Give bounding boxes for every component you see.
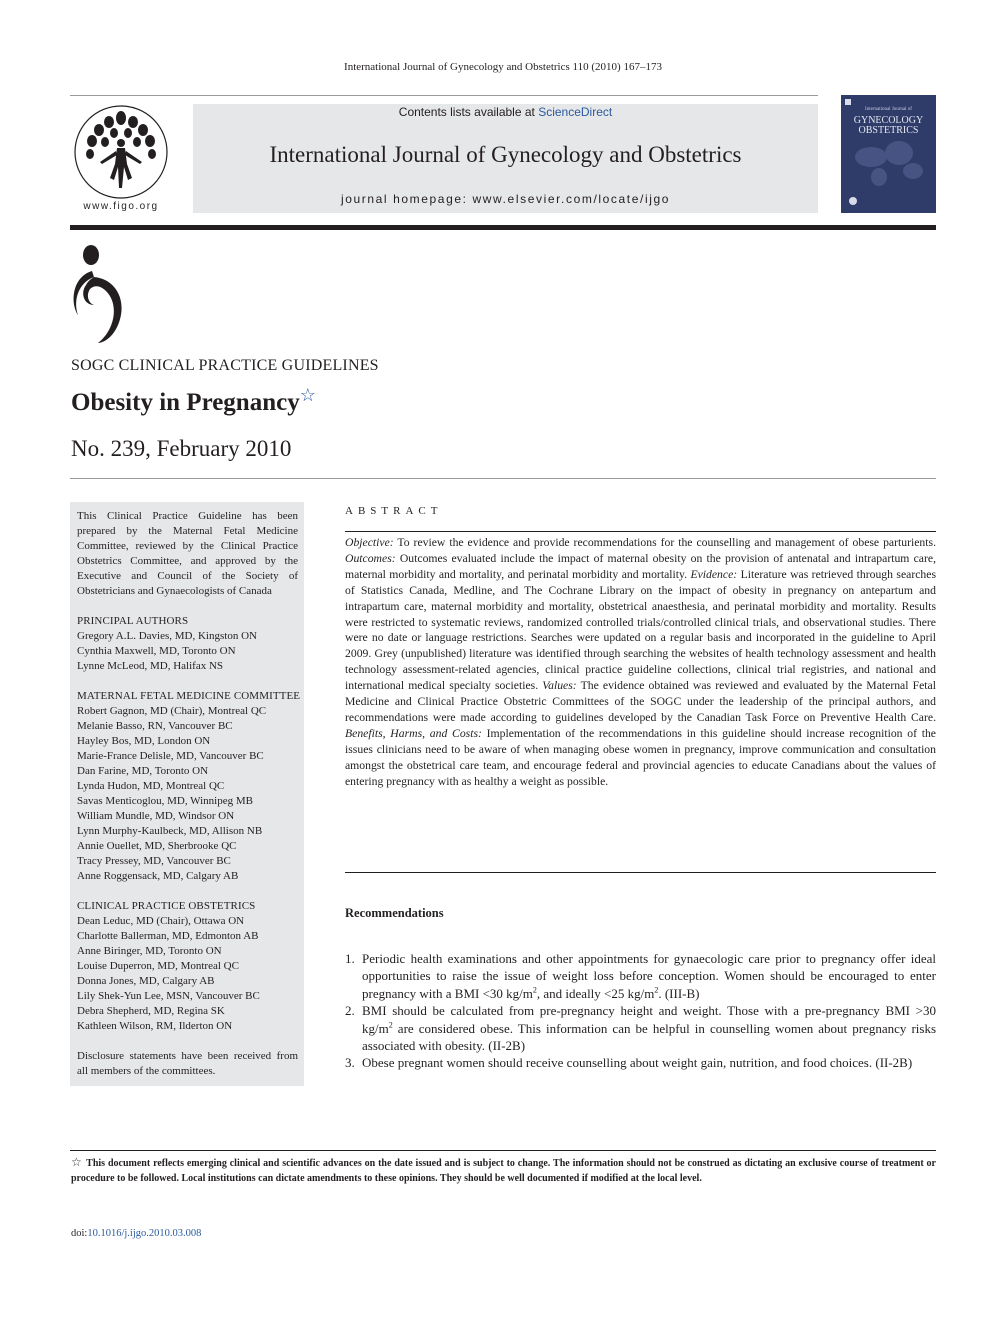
mfm-committee (77, 689, 301, 884)
committee-member: Savas Menticoglou, MD, Winnipeg MB (77, 795, 253, 807)
committee-member: Donna Jones, MD, Calgary AB (77, 975, 215, 987)
recommendation-text (362, 950, 936, 1002)
cpo-committee-heading: CLINICAL PRACTICE OBSTETRICS (77, 900, 256, 912)
abstract-label: ABSTRACT (345, 505, 443, 517)
committee-member: William Mundle, MD, Windsor ON (77, 810, 235, 822)
recommendation-text-part: Periodic health examinations and other appointments for gynaecologic care prior to pregnancy offer ideal opportunities to raise the issue of weight loss before conception. Women should be encouraged to enter pregnancy with a BMI <30 kg/m (362, 951, 936, 1001)
recommendation-item (345, 1054, 936, 1071)
article-issue: No. 239, February 2010 (71, 436, 292, 461)
committee-member: Charlotte Ballerman, MD, Edmonton AB (77, 930, 259, 942)
committee-member: Debra Shepherd, MD, Regina SK (77, 1005, 225, 1017)
footnote-text: This document reflects emerging clinical and scientific advances on the date issued and is subject to change. The information should not be construed as dictating an exclusive course of treatment or procedure to be followed. Local institutions can dictate amendments to these opinions. They should be well documented if modified at the local level. (71, 1158, 936, 1184)
title-footnote-mark[interactable]: ☆ (299, 385, 316, 405)
recommendation-text-part: . (III-B) (658, 985, 700, 1001)
committee-member: Lynda Hudon, MD, Montreal QC (77, 780, 225, 792)
committee-member: Anne Biringer, MD, Toronto ON (77, 945, 222, 957)
recommendation-text: Obese pregnant women should receive counselling about weight gain, nutrition, and food choices. (II-2B) (362, 1055, 913, 1071)
sidebar-content (77, 509, 301, 1094)
figo-logo (70, 104, 172, 216)
recommendation-number: 2. (345, 1003, 355, 1019)
doi-line (71, 1228, 201, 1239)
evidence-label: Evidence: (690, 567, 738, 581)
values-label: Values: (542, 679, 577, 693)
cover-title-main: GYNECOLOGY OBSTETRICS (853, 115, 924, 136)
doi-link[interactable]: 10.1016/j.ijgo.2010.03.008 (87, 1228, 202, 1239)
superscript: 2 (654, 985, 659, 995)
header-thick-rule (70, 225, 936, 230)
committee-member: Dean Leduc, MD (Chair), Ottawa ON (77, 915, 245, 927)
figo-url[interactable]: www.figo.org (83, 201, 159, 212)
sogc-logo (70, 243, 126, 345)
committee-member: Tracy Pressey, MD, Vancouver BC (77, 855, 231, 867)
sidebar-intro: This Clinical Practice Guideline has been prepared by the Maternal Fetal Medicine Committee, reviewed by the Clinical Practice Obstetrics Committee, and approved by the Executive and Council of the Society of Obstetricians and Gynaecologists of Canada (77, 510, 298, 597)
benefits-text: Implementation of the recommendations in this guideline should increase recognition of the issues clinicians need to be aware of when managing obese women in pregnancy, improve communication and consultation amongst the obstetrical care team, and encourage federal and provincial agencies to educate Canadians about the values of entering pregnancy with as healthy a weight as possible. (345, 726, 936, 788)
cover-art (841, 95, 936, 213)
superscript: 2 (388, 1020, 393, 1030)
recommendation-text-part: , and ideally <25 kg/m (536, 985, 655, 1001)
title-divider (70, 478, 936, 479)
header-divider (70, 95, 818, 96)
committee-member: Lynn Murphy-Kaulbeck, MD, Allison NB (77, 825, 263, 837)
recommendations-list (345, 950, 936, 1072)
abstract-body (345, 535, 936, 790)
running-head: International Journal of Gynecology and Obstetrics 110 (2010) 167–173 (344, 61, 662, 73)
committee-member: Annie Ouellet, MD, Sherbrooke QC (77, 840, 237, 852)
journal-cover (841, 95, 936, 213)
committee-member: Dan Farine, MD, Toronto ON (77, 765, 209, 777)
recommendation-number: 1. (345, 951, 355, 966)
author-entry: Gregory A.L. Davies, MD, Kingston ON (77, 630, 257, 642)
author-entry: Cynthia Maxwell, MD, Toronto ON (77, 645, 236, 657)
principal-authors-heading: PRINCIPAL AUTHORS (77, 615, 189, 627)
committee-member: Marie-France Delisle, MD, Vancouver BC (77, 750, 264, 762)
journal-name: International Journal of Gynecology and Obstetrics (269, 142, 742, 167)
recommendations-rule (345, 872, 936, 873)
committee-member: Kathleen Wilson, RM, Ilderton ON (77, 1020, 233, 1032)
footnote (71, 1155, 936, 1186)
recommendations-heading: Recommendations (345, 906, 444, 920)
outcomes-text: Outcomes evaluated include the impact of maternal obesity on the provision of antenatal and intrapartum care, maternal morbidity and mortality, and perinatal morbidity and mortality. (345, 551, 936, 581)
committee-member: Robert Gagnon, MD (Chair), Montreal QC (77, 705, 267, 717)
committee-member: Lily Shek-Yun Lee, MSN, Vancouver BC (77, 990, 260, 1002)
sciencedirect-link[interactable]: ScienceDirect (538, 105, 613, 119)
recommendation-number: 3. (345, 1055, 355, 1071)
outcomes-label: Outcomes: (345, 551, 396, 565)
journal-homepage[interactable]: journal homepage: www.elsevier.com/locate/ijgo (340, 192, 671, 206)
committee-member: Louise Duperron, MD, Montreal QC (77, 960, 239, 972)
article-title (71, 385, 316, 417)
contents-prefix: Contents lists available at (398, 105, 539, 119)
recommendation-text (362, 1002, 936, 1054)
objective-text: To review the evidence and provide recommendations for the counselling and management of obese parturients. (393, 536, 936, 549)
evidence-text: Literature was retrieved through searches of Statistics Canada, Medline, and The Cochrane Library on the impact of obesity in pregnancy on antepartum and intrapartum care, maternal morbidity and mortality, obstetrical anaesthesia, and perinatal morbidity and mortality. Results were restricted to systematic reviews, randomized controlled trials/controlled clinical trials, and observational studies. There were no date or language restrictions. Searches were updated on a regular basis and incorporated in the guideline to April 2009. Grey (unpublished) literature was identified through searching the websites of health technology assessment and health technology assessment-related agencies, clinical practice guideline collections, clinical trial registries, and national and international medical specialty societies. (345, 567, 936, 693)
recommendation-item (345, 1002, 936, 1054)
objective-label: Objective: (345, 536, 394, 549)
section-label: SOGC CLINICAL PRACTICE GUIDELINES (71, 357, 379, 374)
author-entry: Lynne McLeod, MD, Halifax NS (77, 660, 224, 672)
committee-member: Melanie Basso, RN, Vancouver BC (77, 720, 233, 732)
principal-authors (77, 614, 298, 674)
committee-member: Hayley Bos, MD, London ON (77, 735, 211, 747)
cpo-committee (77, 899, 298, 1034)
article-title-text: Obesity in Pregnancy (71, 389, 300, 416)
abstract-rule (345, 531, 936, 532)
recommendation-text-part: BMI should be calculated from pre-pregnancy height and weight. Those with a pre-pregnancy BMI >30 kg/m (362, 1003, 936, 1036)
footnote-mark: ☆ (71, 1155, 83, 1169)
recommendation-item (345, 950, 936, 1002)
mfm-committee-heading: MATERNAL FETAL MEDICINE COMMITTEE (77, 690, 301, 702)
contents-line (193, 105, 818, 119)
cover-title-top: International Journal of (865, 107, 912, 112)
values-text: The evidence obtained was reviewed and evaluated by the Maternal Fetal Medicine and Clinical Practice Obstetric Committees of the SOGC under the leadership of the principal authors, and recommendations were made according to guidelines developed by the Canadian Task Force on Preventive Health Care. (345, 679, 936, 724)
recommendation-text-part: are considered obese. This information can be helpful in counselling women about pregnancy risks associated with obesity. (II-2B) (362, 1020, 936, 1054)
benefits-label: Benefits, Harms, and Costs: (345, 726, 482, 740)
doi-prefix: doi: (71, 1228, 88, 1239)
superscript: 2 (532, 985, 537, 995)
committee-member: Anne Roggensack, MD, Calgary AB (77, 870, 239, 882)
footnote-rule (70, 1150, 936, 1151)
disclosure-note: Disclosure statements have been received from all members of the committees. (77, 1050, 298, 1077)
